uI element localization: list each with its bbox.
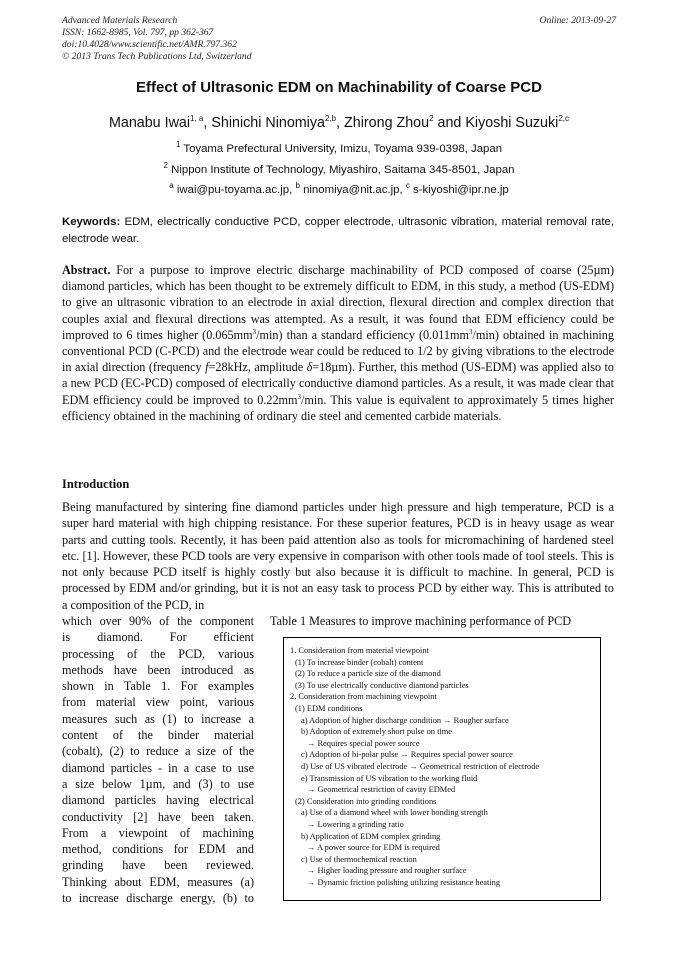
column-line: from material view point, various: [62, 695, 254, 710]
unit-exponent: 3: [252, 327, 257, 336]
table-line: (2) Consideration into grinding conditions: [295, 796, 437, 806]
column-line: method, conditions for EDM and: [62, 842, 254, 857]
table-line: (1) EDM conditions: [295, 703, 363, 713]
keywords-label: Keywords:: [62, 216, 121, 228]
introduction-heading: Introduction: [62, 477, 130, 491]
column-line: grinding have been reviewed.: [62, 858, 254, 873]
affiliation-sup: 1: [175, 140, 181, 149]
author-sup: 2,b: [324, 114, 337, 123]
table-line: → Dynamic friction polishing utilizing resistance heating: [307, 877, 501, 887]
author-sup: 2,c: [558, 114, 570, 123]
affiliation-text: Toyama Prefectural University, Imizu, Toyama 939-0398, Japan: [183, 142, 503, 155]
column-line: (cobalt), (2) to reduce a size of the: [62, 744, 254, 759]
column-line: measures such as (1) to increase a: [62, 711, 254, 726]
table-line: d) Use of US vibrated electrode → Geometrical restriction of electrode: [301, 761, 540, 771]
email-link[interactable]: iwai@pu-toyama.ac.jp,: [176, 183, 293, 196]
introduction-column: [62, 613, 254, 906]
table-1: [283, 637, 601, 901]
column-line: conductivity [2] have been taken.: [62, 809, 254, 824]
online-date: Online: 2013-09-27: [539, 15, 616, 26]
affiliation-1: [0, 140, 678, 155]
email-sup: a: [169, 181, 174, 190]
column-line: methods have been introduced as: [62, 662, 254, 677]
abstract-text: =18µm). Further, this method (US-EDM) was applied also to a new PCD (EC-PCD) composed of electrically conductive diamond particles. As a result, it was made clear that EDM efficiency could be improved to 0.22mm: [62, 360, 614, 407]
column-line: content of the binder material: [62, 728, 254, 743]
table-line: a) Adoption of higher discharge condition → Rougher surface: [301, 715, 509, 725]
abstract-block: [62, 262, 614, 424]
table-line: (3) To use electrically conductive diamond particles: [295, 680, 469, 690]
table-line: a) Use of a diamond wheel with lower bonding strength: [301, 808, 488, 818]
abstract-text: For a purpose to improve electric discharge machinability of PCD composed of coarse (25µm) diamond particles, which has been thought to be extremely difficult to EDM, in this study, a method (US-EDM) to give an ultrasonic vibration to an electrode in axial direction, flexural direction and complex direction that couples axial and flexural directions was attempted. As a result, it was found that EDM efficiency could be improved to 6 times higher (0.065mm: [62, 263, 615, 342]
affiliation-text: Nippon Institute of Technology, Miyashiro, Saitama 345-8501, Japan: [171, 163, 515, 176]
abstract-text: =28kHz, amplitude: [208, 360, 307, 375]
author-sup: 1, a: [190, 114, 204, 123]
journal-issn: ISSN: 1662-8985, Vol. 797, pp 362-367: [62, 27, 214, 38]
keywords-text: EDM, electrically conductive PCD, copper electrode, ultrasonic vibration, material removal rate, electrode wear.: [62, 216, 614, 245]
affiliation-2: [0, 161, 678, 176]
unit-exponent: 3: [297, 392, 302, 401]
table-line: → Higher loading pressure and rougher surface: [307, 866, 467, 876]
author-name: Shinichi Ninomiya: [211, 114, 325, 131]
table-caption: Table 1 Measures to improve machining performance of PCD: [270, 614, 572, 628]
table-line: c) Adoption of bi-polar pulse → Requires special power source: [301, 750, 513, 760]
email-link[interactable]: s-kiyoshi@ipr.ne.jp: [412, 183, 509, 196]
journal-doi: doi:10.4028/www.scientific.net/AMR.797.362: [62, 39, 237, 50]
amplitude-symbol: δ: [306, 360, 313, 375]
column-line: is diamond. For efficient: [62, 630, 254, 645]
column-line: Thinking about EDM, measures (a): [62, 874, 254, 889]
paper-title: Effect of Ultrasonic EDM on Machinability of Coarse PCD: [136, 79, 542, 96]
table-line: → Lowering a grinding ratio: [307, 819, 404, 829]
abstract-label: Abstract.: [62, 263, 111, 277]
email-link[interactable]: ninomiya@nit.ac.jp,: [303, 183, 403, 196]
column-line: which over 90% of the component: [62, 614, 254, 628]
abstract-text: /min. This value is equivalent to approximately 5 times higher efficiency obtained in the machining of ordinary die steel and cemented carbide materials.: [62, 392, 614, 423]
table-line: b) Adoption of extremely short pulse on time: [301, 727, 452, 737]
affiliation-sup: 2: [163, 161, 168, 170]
author-name: Manabu Iwai: [108, 114, 191, 131]
abstract-text: /min) obtained in machining conventional PCD (C-PCD) and the electrode wear could be reduced to 1/2 by giving vibrations to the electrode in axial direction (frequency: [62, 327, 614, 375]
table-line: → A power source for EDM is required: [307, 843, 440, 853]
table-line: 1. Consideration from material viewpoint: [290, 646, 429, 655]
column-line: From a viewpoint of machining: [62, 825, 254, 840]
email-line: [0, 181, 678, 196]
column-line: diamond particles having electrical: [62, 793, 254, 808]
column-line: a size below 1µm, and (3) to use: [62, 776, 254, 791]
introduction-paragraph: Being manufactured by sintering fine diamond particles under high pressure and high temperature, PCD is a super hard material with high chipping resistance. For these superior features, PCD is in heavy usage as wear parts and cutting tools. Recently, it has been paid attention also as tools for micromachining of hardened steel etc. [1]. However, these PCD tools are very expensive in comparison with other tools made of tool steels. This is not only because PCD itself is highly costly but also because it is difficult to machine. In general, PCD is processed by EDM and/or grinding, but it is not an easy task to process PCD by either way. This is attributed to a composition of the PCD, in: [62, 500, 614, 612]
journal-copyright: © 2013 Trans Tech Publications Ltd, Switzerland: [62, 51, 252, 62]
author-name: Kiyoshi Suzuki: [465, 114, 559, 131]
table-line: (1) To increase binder (cobalt) content: [295, 657, 424, 667]
journal-header: [62, 15, 252, 63]
table-line: → Requires special power source: [307, 738, 420, 748]
email-sup: b: [295, 181, 300, 190]
table-line: c) Use of thermochemical reaction: [301, 854, 417, 864]
author-list: Manabu Iwai$^{1, a}$, Shinichi Ninomiya$^{2,b}$, Zhirong Zhou$^2$ and Kiyoshi Suzuki$^{2,c}$: [108, 114, 570, 131]
column-line: processing of the PCD, various: [62, 646, 254, 661]
frequency-symbol: f: [205, 360, 209, 375]
keywords-block: [62, 214, 614, 248]
column-line: shown in Table 1. For examples: [62, 679, 254, 694]
author-name: Zhirong Zhou: [344, 114, 430, 131]
abstract-text: /min) than a standard efficiency (0.011mm: [256, 327, 469, 342]
table-line: 2. Consideration from machining viewpoint: [290, 692, 437, 702]
journal-name: Advanced Materials Research: [62, 15, 178, 26]
column-line: diamond particles - in a case to use: [62, 760, 254, 775]
author-sup: 2: [429, 114, 434, 123]
table-line: b) Application of EDM complex grinding: [301, 831, 441, 841]
table-line: (2) To reduce a particle size of the diamond: [295, 669, 441, 679]
unit-exponent: 3: [469, 327, 473, 336]
table-line: → Geometrical restriction of cavity EDMed: [307, 785, 456, 795]
table-line: e) Transmission of US vibration to the working fluid: [301, 773, 478, 783]
email-sup: c: [405, 181, 410, 190]
column-line: to increase discharge energy, (b) to: [62, 891, 254, 906]
